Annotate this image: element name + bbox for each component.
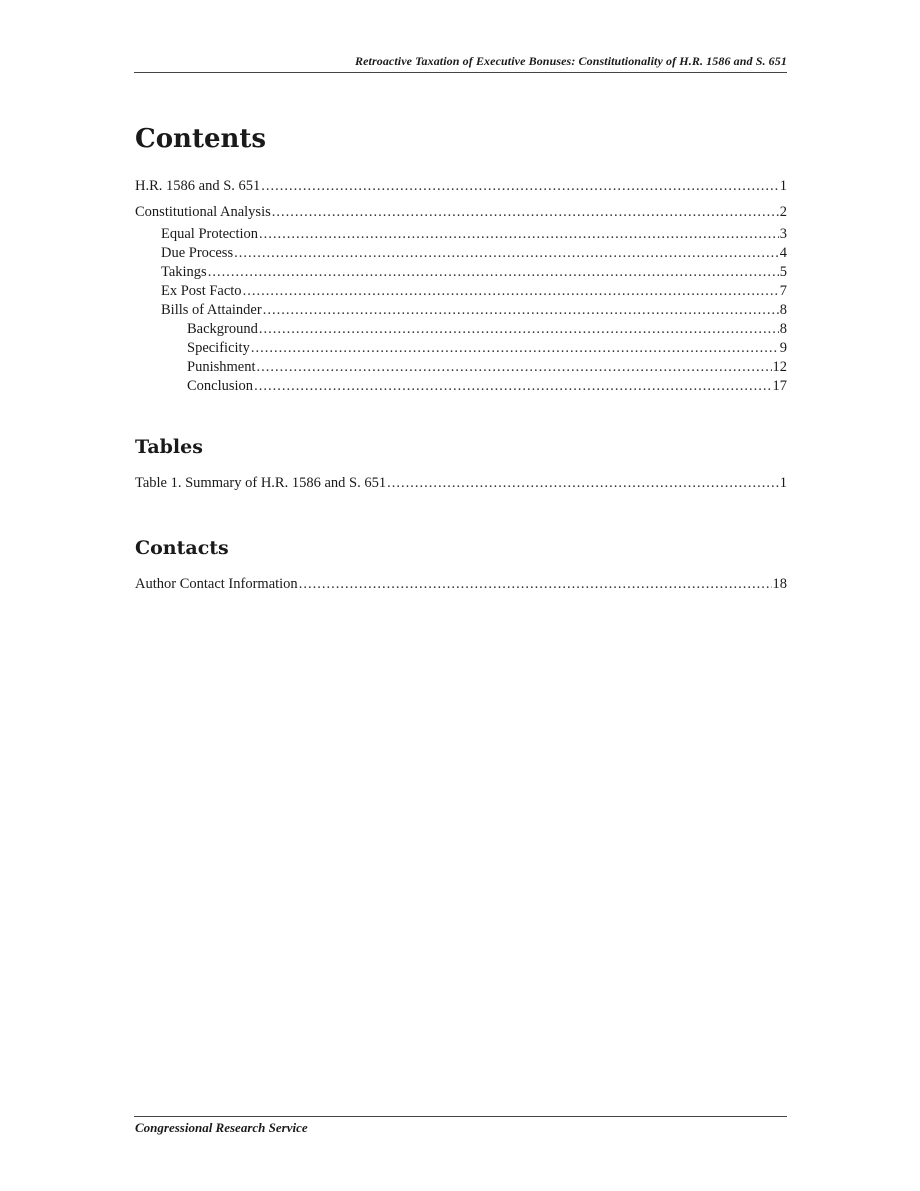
toc-entry-page: 12 xyxy=(772,359,787,375)
toc-entry-constitutional-analysis[interactable] xyxy=(135,203,787,221)
tables-title: Tables xyxy=(135,436,203,458)
toc-entry-label: Background xyxy=(187,321,258,337)
toc-entry-page: 2 xyxy=(779,204,787,220)
toc-entry-label: Conclusion xyxy=(187,378,254,394)
header-rule xyxy=(134,72,787,73)
toc-entry-page: 4 xyxy=(779,245,787,261)
toc-entry-equal-protection[interactable] xyxy=(161,225,787,243)
toc-entry-page: 18 xyxy=(772,576,787,592)
toc-entry-bills-of-attainder[interactable] xyxy=(161,301,787,319)
toc-entry-hr1586-s651[interactable] xyxy=(135,177,787,195)
dot-leader xyxy=(272,203,779,221)
toc-entry-label: Table 1. Summary of H.R. 1586 and S. 651 xyxy=(135,475,387,491)
dot-leader xyxy=(254,377,771,395)
dot-leader xyxy=(259,225,779,243)
toc-entry-specificity[interactable] xyxy=(187,339,787,357)
toc-entry-label: H.R. 1586 and S. 651 xyxy=(135,178,261,194)
toc-entry-page: 1 xyxy=(779,475,787,491)
toc-entry-label: Equal Protection xyxy=(161,226,259,242)
dot-leader xyxy=(387,474,779,492)
toc-entry-label: Punishment xyxy=(187,359,256,375)
toc-entry-page: 3 xyxy=(779,226,787,242)
toc-entry-background[interactable] xyxy=(187,320,787,338)
toc-entry-label: Bills of Attainder xyxy=(161,302,262,318)
toc-entry-label: Takings xyxy=(161,264,207,280)
toc-entry-conclusion[interactable] xyxy=(187,377,787,395)
dot-leader xyxy=(243,282,779,300)
toc-entry-label: Ex Post Facto xyxy=(161,283,242,299)
toc-entry-page: 9 xyxy=(779,340,787,356)
toc-entry-page: 1 xyxy=(779,178,787,194)
toc-entry-page: 8 xyxy=(779,321,787,337)
dot-leader xyxy=(261,177,778,195)
toc-entry-table-1[interactable] xyxy=(135,474,787,492)
dot-leader xyxy=(234,244,779,262)
dot-leader xyxy=(263,301,779,319)
toc-entry-page: 17 xyxy=(772,378,787,394)
toc-entry-punishment[interactable] xyxy=(187,358,787,376)
contacts-title: Contacts xyxy=(135,537,229,559)
dot-leader xyxy=(208,263,779,281)
footer-rule xyxy=(134,1116,787,1117)
dot-leader xyxy=(299,575,772,593)
toc-entry-takings[interactable] xyxy=(161,263,787,281)
toc-entry-label: Constitutional Analysis xyxy=(135,204,271,220)
toc-entry-due-process[interactable] xyxy=(161,244,787,262)
contents-title: Contents xyxy=(135,124,267,154)
toc-entry-page: 5 xyxy=(779,264,787,280)
toc-entry-ex-post-facto[interactable] xyxy=(161,282,787,300)
dot-leader xyxy=(251,339,779,357)
running-header: Retroactive Taxation of Executive Bonuses: Constitutionality of H.R. 1586 and S. 651 xyxy=(355,54,787,68)
toc-entry-author-contact[interactable] xyxy=(135,575,787,593)
dot-leader xyxy=(259,320,779,338)
toc-entry-page: 7 xyxy=(779,283,787,299)
toc-entry-label: Author Contact Information xyxy=(135,576,298,592)
toc-entry-label: Specificity xyxy=(187,340,250,356)
footer-text: Congressional Research Service xyxy=(135,1120,308,1135)
toc-entry-label: Due Process xyxy=(161,245,234,261)
dot-leader xyxy=(256,358,771,376)
toc-entry-page: 8 xyxy=(779,302,787,318)
